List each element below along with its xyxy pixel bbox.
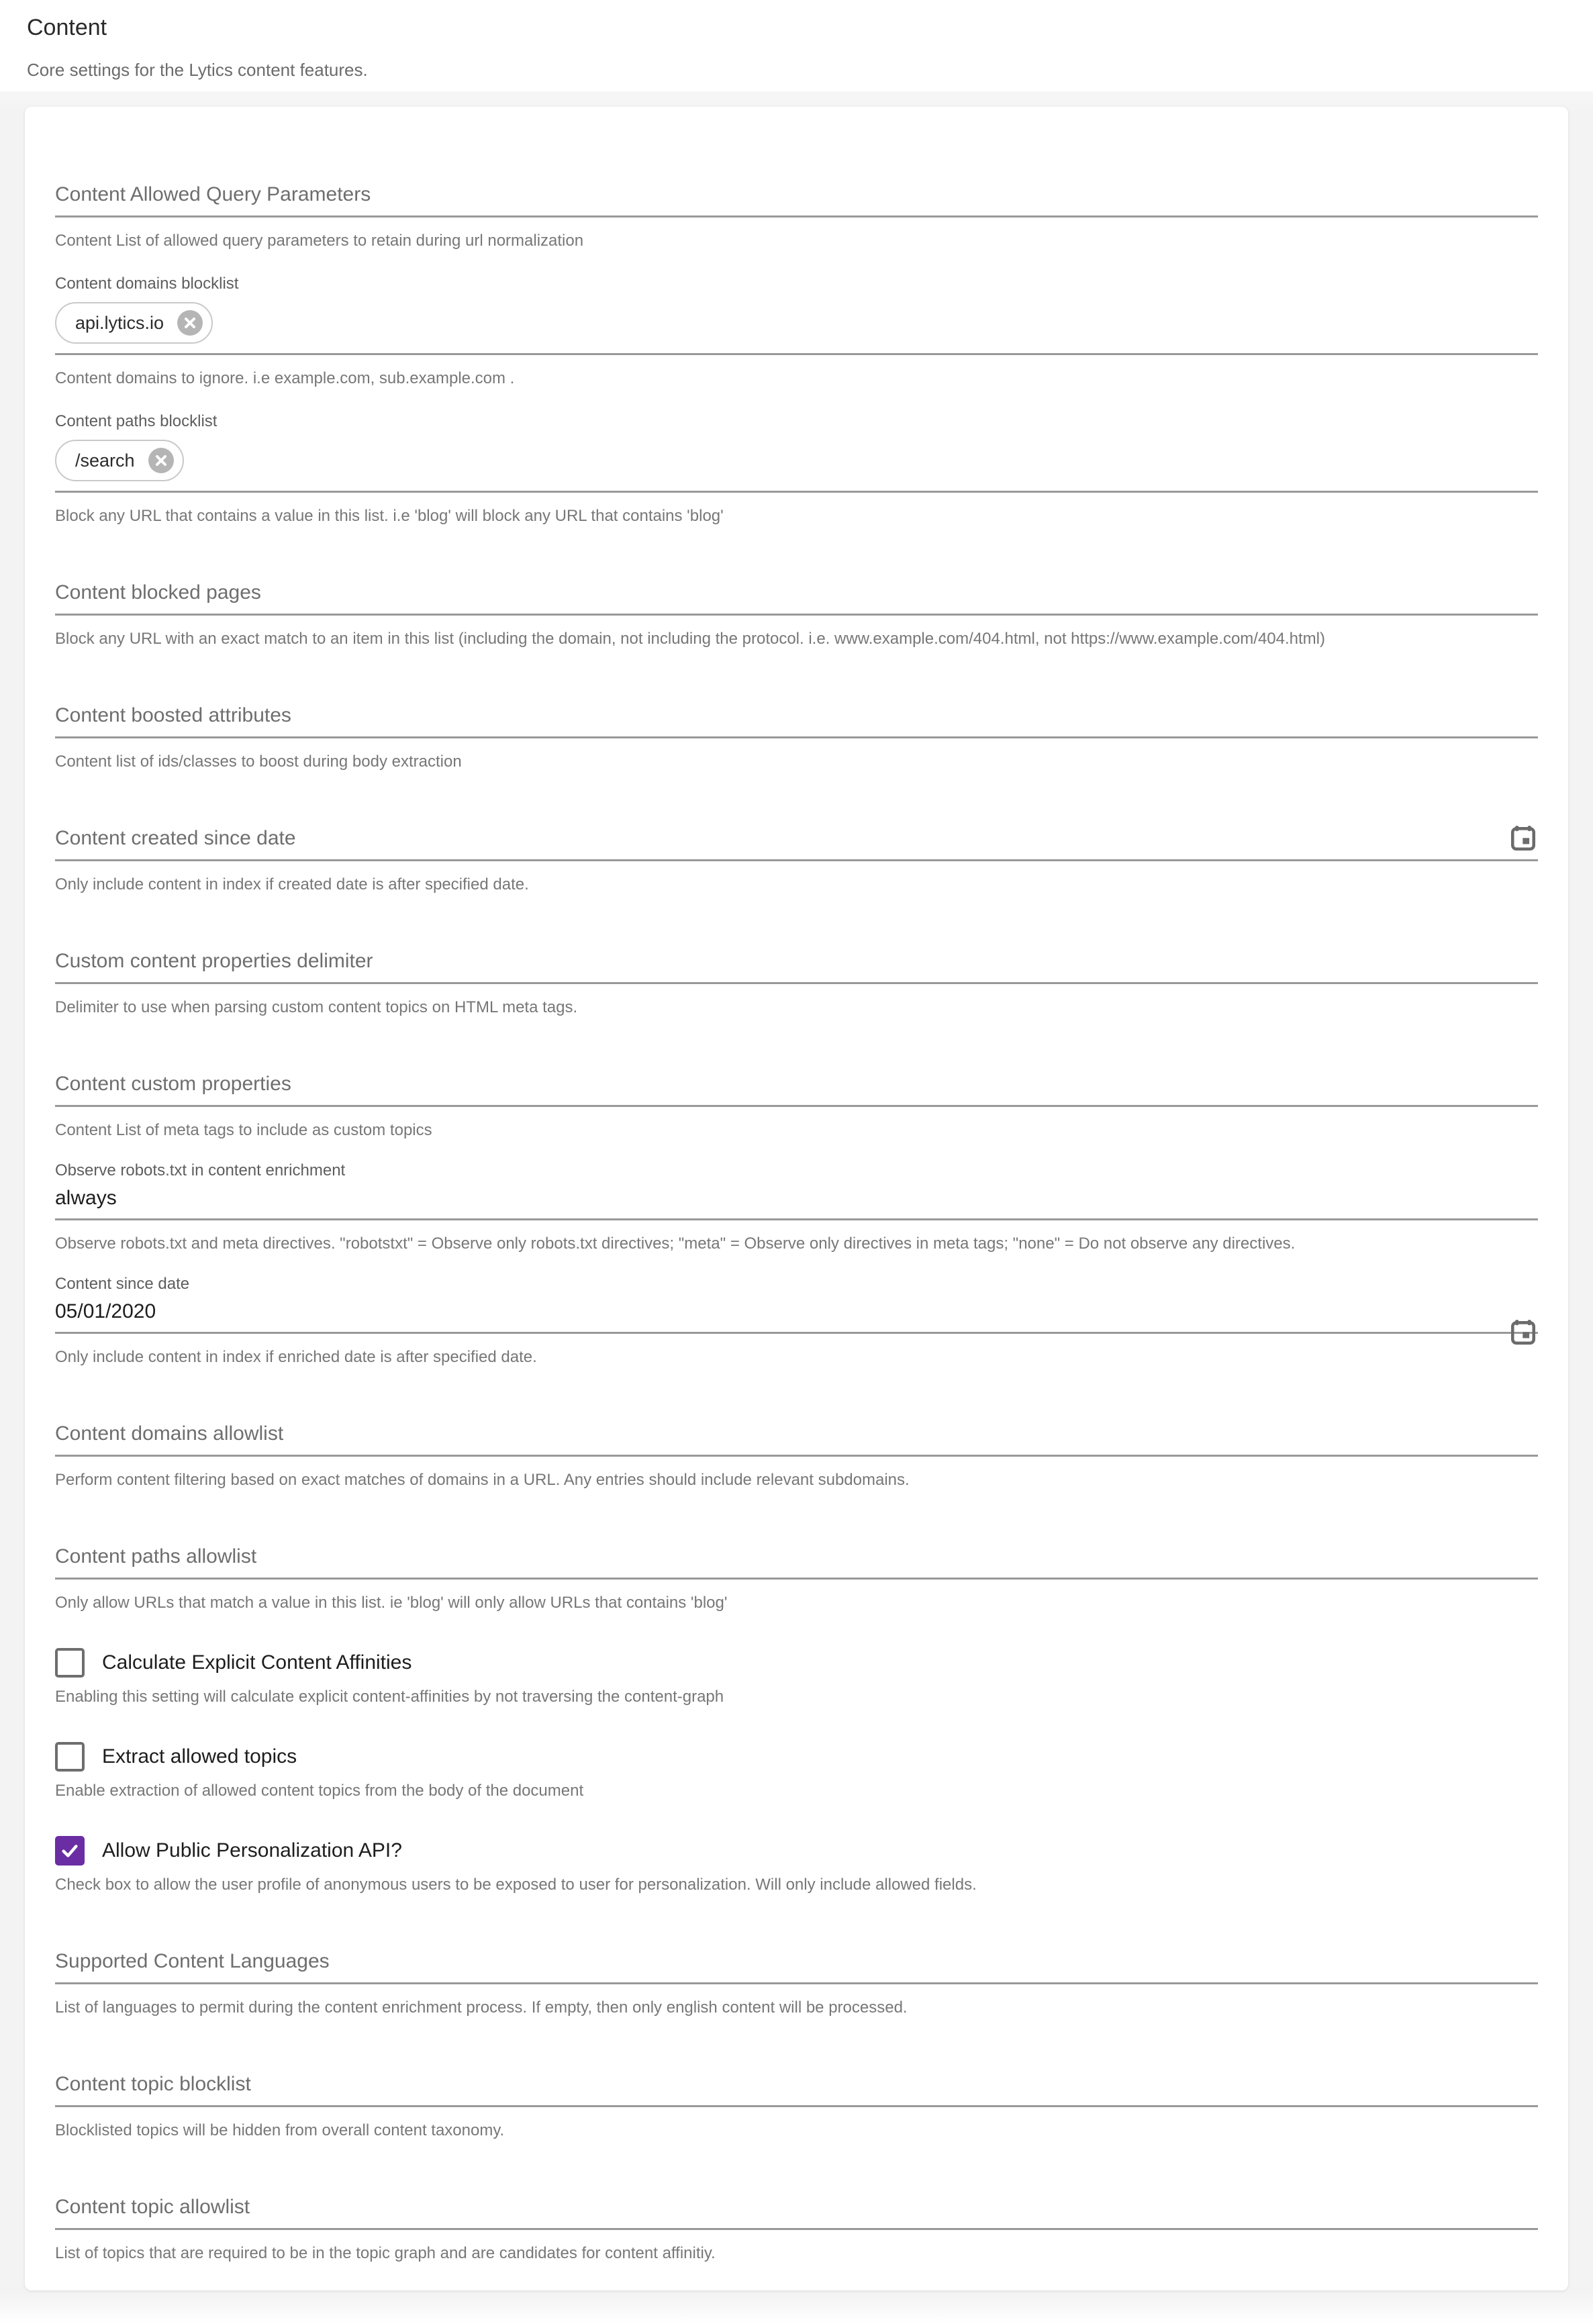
custom-properties-input[interactable] bbox=[55, 1071, 1538, 1107]
paths-blocklist-input[interactable] bbox=[55, 432, 1538, 493]
field-value: always bbox=[55, 1187, 117, 1209]
calendar-button[interactable] bbox=[1508, 1317, 1538, 1348]
checkbox[interactable] bbox=[55, 1836, 85, 1866]
remove-chip-button[interactable] bbox=[148, 448, 174, 473]
calendar-icon bbox=[1509, 824, 1537, 853]
field-helper: Only include content in index if created date is after specified date. bbox=[55, 875, 529, 893]
field-helper: Enabling this setting will calculate explicit content-affinities by not traversing the content-graph bbox=[55, 1688, 724, 1706]
remove-chip-button[interactable] bbox=[177, 310, 203, 336]
field-title: Content domains allowlist bbox=[55, 1422, 284, 1445]
field-boosted-attributes bbox=[55, 703, 1538, 772]
field-title: Content paths allowlist bbox=[55, 1545, 257, 1567]
field-created-since-date bbox=[55, 826, 1538, 895]
field-helper: Only include content in index if enriched date is after specified date. bbox=[55, 1348, 537, 1366]
field-label: Content paths blocklist bbox=[55, 412, 218, 430]
field-helper: Perform content filtering based on exact matches of domains in a URL. Any entries should include relevant subdomains. bbox=[55, 1471, 910, 1489]
settings-card bbox=[25, 107, 1568, 2290]
chip-label: /search bbox=[75, 450, 135, 471]
calendar-button[interactable] bbox=[1508, 823, 1538, 854]
checkbox[interactable] bbox=[55, 1742, 85, 1772]
field-helper: Content domains to ignore. i.e example.com, sub.example.com . bbox=[55, 369, 515, 387]
page-title: Content bbox=[27, 15, 107, 40]
content-background bbox=[0, 91, 1593, 2324]
page-subtitle: Core settings for the Lytics content features. bbox=[27, 60, 368, 80]
content-since-date-input[interactable] bbox=[55, 1298, 1538, 1334]
chip-row bbox=[55, 294, 1538, 353]
chip bbox=[55, 440, 184, 481]
field-topic-allowlist bbox=[55, 2194, 1538, 2264]
field-helper: Enable extraction of allowed content topics from the body of the document bbox=[55, 1782, 584, 1800]
field-label: Content since date bbox=[55, 1275, 190, 1293]
field-title: Content topic allowlist bbox=[55, 2196, 250, 2218]
blocked-pages-input[interactable] bbox=[55, 580, 1538, 616]
field-helper: List of topics that are required to be in the topic graph and are candidates for content affinitiy. bbox=[55, 2244, 716, 2262]
field-helper: Delimiter to use when parsing custom content topics on HTML meta tags. bbox=[55, 998, 578, 1016]
field-helper: Blocklisted topics will be hidden from overall content taxonomy. bbox=[55, 2121, 505, 2139]
field-value: 05/01/2020 bbox=[55, 1300, 156, 1322]
checkmark-icon bbox=[59, 1840, 81, 1861]
created-since-date-input[interactable] bbox=[55, 826, 1538, 861]
field-paths-allowlist bbox=[55, 1544, 1538, 1613]
field-title: Custom content properties delimiter bbox=[55, 950, 373, 972]
field-content-since-date bbox=[55, 1274, 1538, 1367]
checkbox-label[interactable]: Extract allowed topics bbox=[102, 1745, 297, 1768]
field-helper: Only allow URLs that match a value in this list. ie 'blog' will only allow URLs that contains 'blog' bbox=[55, 1594, 728, 1612]
supported-languages-input[interactable] bbox=[55, 1949, 1538, 1984]
topic-blocklist-input[interactable] bbox=[55, 2072, 1538, 2107]
field-topic-blocklist bbox=[55, 2072, 1538, 2141]
topic-allowlist-input[interactable] bbox=[55, 2194, 1538, 2230]
field-blocked-pages bbox=[55, 580, 1538, 649]
field-title: Content Allowed Query Parameters bbox=[55, 183, 371, 205]
checkbox-label[interactable]: Allow Public Personalization API? bbox=[102, 1839, 402, 1861]
close-icon bbox=[154, 454, 168, 467]
field-helper: Content List of meta tags to include as custom topics bbox=[55, 1121, 432, 1139]
field-helper: Check box to allow the user profile of anonymous users to be exposed to user for personalization. Will only include allowed fields. bbox=[55, 1876, 977, 1894]
field-observe-robots bbox=[55, 1161, 1538, 1254]
field-title: Content blocked pages bbox=[55, 581, 261, 603]
field-helper: Content list of ids/classes to boost during body extraction bbox=[55, 753, 462, 771]
field-label: Content domains blocklist bbox=[55, 275, 239, 293]
field-title: Content topic blocklist bbox=[55, 2073, 251, 2095]
field-helper: Content List of allowed query parameters to retain during url normalization bbox=[55, 232, 584, 250]
field-paths-blocklist bbox=[55, 411, 1538, 526]
domains-blocklist-input[interactable] bbox=[55, 294, 1538, 355]
field-allowed-query-params bbox=[55, 182, 1538, 251]
calendar-icon bbox=[1509, 1318, 1537, 1347]
observe-robots-input[interactable] bbox=[55, 1185, 1538, 1220]
paths-allowlist-input[interactable] bbox=[55, 1544, 1538, 1580]
chip-label: api.lytics.io bbox=[75, 312, 164, 333]
field-extract-allowed-topics bbox=[55, 1742, 1538, 1801]
field-domains-blocklist bbox=[55, 274, 1538, 389]
field-helper: List of languages to permit during the content enrichment process. If empty, then only english content will be processed. bbox=[55, 1998, 908, 2017]
field-helper: Observe robots.txt and meta directives. "robotstxt" = Observe only robots.txt directives; "meta" = Observe only directives in meta tags; "none" = Do not observe any directives. bbox=[55, 1234, 1296, 1253]
custom-props-delimiter-input[interactable] bbox=[55, 949, 1538, 984]
field-domains-allowlist bbox=[55, 1421, 1538, 1490]
field-helper: Block any URL that contains a value in this list. i.e 'blog' will block any URL that contains 'blog' bbox=[55, 507, 724, 525]
allowed-query-params-input[interactable] bbox=[55, 182, 1538, 217]
close-icon bbox=[183, 316, 197, 330]
checkbox[interactable] bbox=[55, 1648, 85, 1678]
field-helper: Block any URL with an exact match to an item in this list (including the domain, not including the protocol. i.e. www.example.com/404.html, not https://www.example.com/404.html) bbox=[55, 630, 1325, 648]
field-allow-public-personalization bbox=[55, 1836, 1538, 1895]
domains-allowlist-input[interactable] bbox=[55, 1421, 1538, 1457]
field-label: Observe robots.txt in content enrichment bbox=[55, 1161, 346, 1179]
field-title: Supported Content Languages bbox=[55, 1950, 330, 1972]
field-calc-explicit-affinities bbox=[55, 1648, 1538, 1707]
field-custom-props-delimiter bbox=[55, 949, 1538, 1018]
page-header bbox=[0, 0, 1593, 81]
field-title: Content custom properties bbox=[55, 1073, 291, 1095]
boosted-attributes-input[interactable] bbox=[55, 703, 1538, 738]
chip bbox=[55, 302, 213, 344]
checkbox-label[interactable]: Calculate Explicit Content Affinities bbox=[102, 1651, 412, 1674]
field-title: Content created since date bbox=[55, 827, 296, 849]
chip-row bbox=[55, 432, 1538, 491]
field-supported-languages bbox=[55, 1949, 1538, 2018]
field-custom-properties bbox=[55, 1071, 1538, 1141]
field-title: Content boosted attributes bbox=[55, 704, 291, 726]
